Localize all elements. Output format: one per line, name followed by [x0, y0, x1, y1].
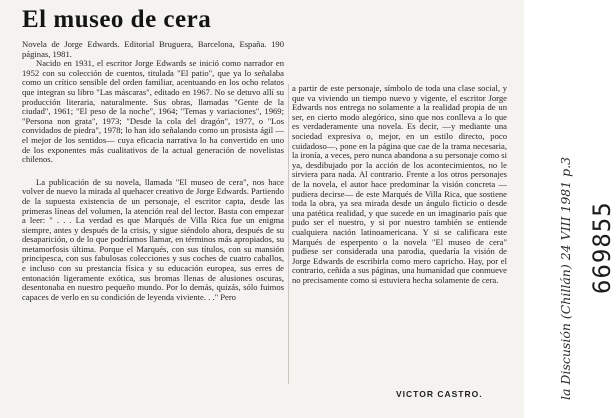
article-column-right	[292, 84, 507, 285]
column-divider	[288, 84, 289, 384]
article-column-left	[22, 40, 284, 302]
article-title: El museo de cera	[22, 6, 212, 33]
article-paragraph: La publicación de su novela, llamada "El museo de cera", nos hace volver de nuevo la mirada al quehacer creativo de Jorge Edwards. Partiendo de la supuesta existencia de un personaje, el escritor capta, desde las primeras líneas del volumen, la atención real del lector. Basta con empezar a leer: " . . . La verdad es que Marqués de Villa Rica fue un enigma siempre, antes y después de la crisis, y sigue siéndolo ahora, después de su desaparición, o de lo que podríamos llamar, en términos más apropiados, su metamorfosis última. Porque el Marqués, con sus títulos, con su mansión principesca, con sus fabulosas colecciones y sus coches de cuatro caballos, e incluso con su prestancia física y su educación europea, sus erres de entonación ligeramente exótica, sus bromas llenas de alusiones oscuras, desentonaba en nuestro pequeño mundo. Por lo demás, quizás, sólo fuimos capaces de verlo en su condición de leyenda viviente. . ." Pero	[22, 176, 284, 302]
article-paragraph: Nacido en 1931, el escritor Jorge Edwards se inició como narrador en 1952 con su colección de cuentos, titulada "El patio", que ya lo señalaba como un crítico sensible del orden familiar, acentuando en los ocho relatos que integran su libro "Las máscaras", editado en 1967. No se detuvo allí su producción literaria, naturalmente. Sus obras, llamadas "Gente de la ciudad", 1961; "El peso de la noche", 1964; "Temas y variaciones", 1969; "Persona non grata", 1973; "Desde la cola del dragón", 1977, o "Los convidados de piedra", 1978; lo han ido señalando como un prosista ágil —el mejor de los sentidos— cuya eficacia narrativa lo ha convertido en uno de los exponentes más cualitativos de la actual generación de novelistas chilenos.	[22, 58, 284, 165]
handwritten-source-note: la Discusión (Chillán) 24 VIII 1981 p.3	[558, 156, 573, 400]
book-reference: Novela de Jorge Edwards. Editorial Bruguera, Barcelona, España. 190 páginas, 1981.	[22, 39, 284, 59]
article-paragraph: a partir de este personaje, símbolo de toda una clase social, y que va viviendo un tiempo nuevo y vigente, el escritor Jorge Edwards nos entrega no solamente a la realidad propia de un ser, en cierto modo alegórico, sino que nos conlleva a lo que es verdaderamente una novela. Es decir, —y mediante una sociedad expresiva o, mejor, en un estilo directo, poco cuidadoso—, pone en la página que cae de la trama necesaria, la ironía, a veces, pero nunca abandona a su personaje como si ya, desdibujado por la acción de los acontecimientos, no le sirviera para nada. Al contrario. Frente a los otros personajes de la novela, el autor hace predominar la visión concreta —pudiera decirse— de este Marqués de Villa Rica, que sostiene toda la obra, ya sea mirada desde un ángulo ficticio o desde una patética realidad, y que sucede en un imaginario país que pudo ser el nuestro, y si por nuestro también se entiende cualquiera nación latinoamericana. Y si se calificara este Marqués de esperpento o la novela "El museo de cera" pudiese ser considerada una parodia, quedaría la visión de Jorge Edwards de escribirla como mero capricho. Hay, por el contrario, ceñida a sus páginas, una humanidad que conmueve no precisamente como si estuviera hecha solamente de cera.	[292, 83, 507, 285]
author-signature: VICTOR CASTRO.	[396, 389, 483, 399]
archive-stamp-number: 669855	[588, 201, 616, 294]
